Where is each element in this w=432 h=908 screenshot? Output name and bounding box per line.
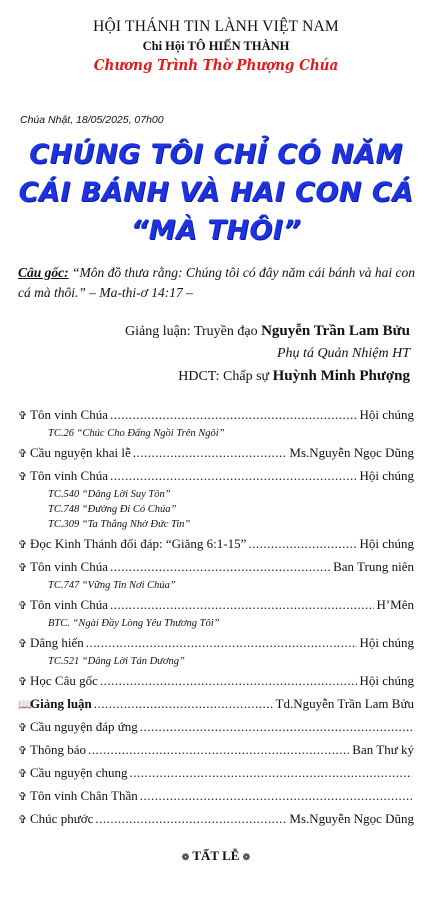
hymn-reference: BTC. “Ngài Đầy Lòng Yêu Thương Tôi” (48, 618, 220, 629)
organization-name: HỘI THÁNH TIN LÀNH VIỆT NAM (93, 18, 339, 35)
cross-icon: ✞ (18, 410, 28, 422)
cross-icon: ✞ (18, 745, 28, 757)
service-item-leader: Hội chúng (359, 407, 414, 422)
hdct-name: Huỳnh Minh Phượng (272, 368, 410, 384)
service-item (18, 673, 414, 692)
cross-icon: ✞ (18, 600, 28, 612)
service-item-label: Giảng luận (30, 696, 92, 711)
service-item-label: Tôn vinh Chúa (30, 407, 108, 422)
service-item-leader: H’Mên (376, 597, 414, 612)
key-verse-text: “Môn đồ thưa rằng: Chúng tôi có đây năm cái bánh và hai con cá mà thôi.” – Ma-thi-ơ 14:17 – (18, 265, 415, 300)
branch-name: Chi Hội TÔ HIẾN THÀNH (142, 39, 290, 53)
service-item (18, 742, 414, 761)
service-item-leader: Ban Thư ký (352, 742, 414, 757)
service-item-label: Chúc phước (30, 811, 94, 826)
service-item (18, 445, 414, 464)
service-item-leader: Hội chúng (359, 536, 414, 551)
cross-icon: ✞ (18, 814, 28, 826)
service-item-leader: Ban Trung niên (333, 559, 414, 574)
service-item-leader: Ms.Nguyễn Ngọc Dũng (289, 445, 414, 460)
leader-dots (88, 742, 350, 758)
ornament-icon: ❁ (242, 852, 251, 862)
hdct-label: HDCT: Chấp sự (178, 369, 270, 384)
leader-dots (86, 635, 358, 651)
cross-icon: ✞ (18, 676, 28, 688)
sermon-title-line: CÁI BÁNH VÀ HAI CON CÁ (18, 177, 414, 208)
cross-icon: ✞ (18, 471, 28, 483)
sermon-title-line: CHÚNG TÔI CHỈ CÓ NĂM (29, 139, 403, 170)
service-item (18, 696, 414, 715)
service-item (18, 536, 414, 555)
service-item (18, 719, 414, 738)
service-item (18, 788, 414, 807)
service-item-label: Cầu nguyện chung (30, 765, 128, 780)
service-item-label: Tôn vinh Chân Thần (30, 788, 138, 803)
cross-icon: ✞ (18, 768, 28, 780)
cross-icon: ✞ (18, 448, 28, 460)
service-item (18, 597, 414, 616)
leader-dots (95, 811, 287, 827)
service-item-label: Tôn vinh Chúa (30, 559, 108, 574)
hymn-reference: TC.540 “Dâng Lời Suy Tôn” (48, 489, 171, 500)
service-item-label: Thông báo (30, 742, 86, 757)
service-item-label: Tôn vinh Chúa (30, 597, 108, 612)
service-item (18, 765, 414, 784)
service-item-label: Đọc Kinh Thánh đối đáp: “Giăng 6:1-15” (30, 536, 247, 551)
cross-icon: ✞ (18, 722, 28, 734)
service-date: Chúa Nhật, 18/05/2025, 07h00 (20, 114, 164, 126)
preacher-info (125, 320, 410, 388)
bulletin-header (0, 18, 432, 74)
service-item (18, 559, 414, 578)
service-item-leader: Hội chúng (359, 673, 414, 688)
service-item-label: Tôn vinh Chúa (30, 468, 108, 483)
key-verse-label: Câu gốc: (18, 265, 69, 280)
service-item (18, 811, 414, 830)
service-item-leader: Td.Nguyễn Trần Lam Bửu (275, 696, 414, 711)
leader-dots (110, 597, 374, 613)
leader-dots (140, 719, 412, 735)
closing (0, 848, 432, 864)
preacher-role: Phụ tá Quản Nhiệm HT (277, 346, 410, 361)
service-item-label: Dâng hiến (30, 635, 84, 650)
cross-icon: ✞ (18, 791, 28, 803)
preacher-name: Nguyễn Trần Lam Bửu (261, 323, 410, 339)
program-title: Chương Trình Thờ Phượng Chúa (93, 56, 339, 74)
leader-dots (110, 468, 357, 484)
preacher-label: Giảng luận: Truyền đạo (124, 324, 258, 339)
ornament-icon: ❁ (181, 852, 190, 862)
service-item-label: Cầu nguyện khai lễ (30, 445, 131, 460)
closing-text: TẤT LỄ (192, 848, 240, 863)
sermon-title (0, 136, 432, 250)
service-item-leader: Ms.Nguyễn Ngọc Dũng (289, 811, 414, 826)
cross-icon: ✞ (18, 638, 28, 650)
service-item-leader: Hội chúng (359, 635, 414, 650)
leader-dots (140, 788, 412, 804)
cross-icon: ✞ (18, 539, 28, 551)
cross-icon: ✞ (18, 562, 28, 574)
service-item-label: Học Câu gốc (30, 673, 98, 688)
hymn-reference: TC.521 “Dâng Lời Tán Dương” (48, 656, 185, 667)
service-item (18, 407, 414, 426)
service-item-label: Cầu nguyện đáp ứng (30, 719, 138, 734)
service-item (18, 468, 414, 487)
order-of-service (18, 407, 414, 834)
hymn-reference: TC.747 “Vững Tin Nơi Chúa” (48, 580, 176, 591)
hymn-reference: TC.309 “Ta Thắng Nhờ Đức Tin” (48, 519, 191, 530)
leader-dots (110, 559, 331, 575)
leader-dots (129, 765, 412, 781)
leader-dots (248, 536, 357, 552)
hymn-reference: TC.748 “Đường Đi Có Chúa” (48, 504, 177, 515)
leader-dots (94, 696, 274, 712)
key-verse (18, 263, 418, 303)
leader-dots (133, 445, 288, 461)
service-item (18, 635, 414, 654)
service-item-leader: Hội chúng (359, 468, 414, 483)
hymn-reference: TC.26 “Chúc Cho Đấng Ngồi Trên Ngôi” (48, 428, 225, 439)
leader-dots (100, 673, 358, 689)
book-icon: 📖 (18, 699, 32, 711)
sermon-title-line: “MÀ THÔI” (130, 215, 302, 246)
leader-dots (110, 407, 357, 423)
